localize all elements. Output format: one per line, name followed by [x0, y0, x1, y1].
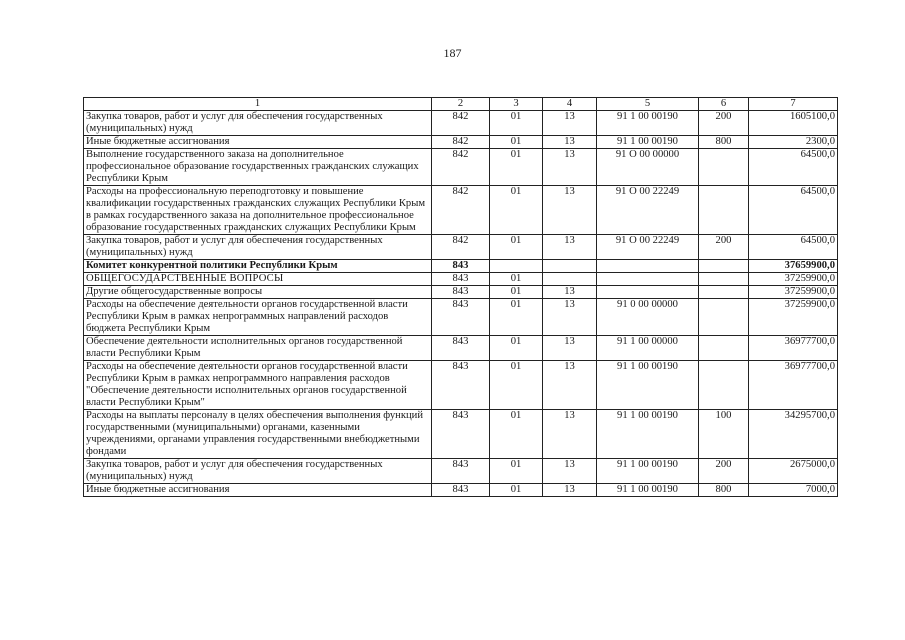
cell-ministry-code: 843 — [432, 273, 490, 286]
cell-item-name: Закупка товаров, работ и услуг для обеспечения государственных (муниципальных) нужд — [84, 235, 432, 260]
cell-section-code: 01 — [490, 361, 543, 410]
cell-subsection-code: 13 — [543, 484, 597, 497]
cell-subsection-code: 13 — [543, 286, 597, 299]
cell-item-name: Другие общегосударственные вопросы — [84, 286, 432, 299]
table-row — [84, 336, 838, 361]
table-row — [84, 149, 838, 186]
cell-ministry-code: 843 — [432, 336, 490, 361]
cell-item-name: Расходы на обеспечение деятельности органов государственной власти Республики Крым в рамках непрограммных направлений расходов бюджета Республики Крым — [84, 299, 432, 336]
budget-table — [83, 97, 838, 497]
cell-amount: 36977700,0 — [749, 361, 838, 410]
cell-expense-type-code — [699, 186, 749, 235]
cell-item-name: Закупка товаров, работ и услуг для обеспечения государственных (муниципальных) нужд — [84, 111, 432, 136]
cell-target-article-code — [597, 273, 699, 286]
cell-section-code — [490, 260, 543, 273]
cell-subsection-code — [543, 273, 597, 286]
cell-amount: 64500,0 — [749, 149, 838, 186]
page-number: 187 — [443, 46, 462, 60]
cell-amount: 2300,0 — [749, 136, 838, 149]
cell-target-article-code: 91 1 00 00190 — [597, 410, 699, 459]
cell-item-name: Расходы на профессиональную переподготовку и повышение квалификации государственных гражданских служащих Республики Крым в рамках государственного заказа на дополнительное профессиональное образование государственных гражданских служащих Республики Крым — [84, 186, 432, 235]
header-cell-7: 7 — [749, 98, 838, 111]
cell-amount: 34295700,0 — [749, 410, 838, 459]
cell-ministry-code: 842 — [432, 235, 490, 260]
cell-item-name: Иные бюджетные ассигнования — [84, 484, 432, 497]
cell-section-code: 01 — [490, 336, 543, 361]
cell-section-code: 01 — [490, 111, 543, 136]
cell-expense-type-code: 800 — [699, 136, 749, 149]
cell-target-article-code: 91 1 00 00190 — [597, 484, 699, 497]
cell-expense-type-code — [699, 361, 749, 410]
cell-target-article-code — [597, 260, 699, 273]
cell-subsection-code: 13 — [543, 299, 597, 336]
table-row — [84, 186, 838, 235]
cell-amount: 37259900,0 — [749, 286, 838, 299]
cell-target-article-code: 91 0 00 00000 — [597, 299, 699, 336]
cell-item-name: Обеспечение деятельности исполнительных органов государственной власти Республики Крым — [84, 336, 432, 361]
cell-section-code: 01 — [490, 286, 543, 299]
header-cell-3: 3 — [490, 98, 543, 111]
cell-subsection-code: 13 — [543, 111, 597, 136]
table-row — [84, 136, 838, 149]
cell-target-article-code: 91 1 00 00190 — [597, 111, 699, 136]
table-body — [84, 111, 838, 497]
cell-ministry-code: 843 — [432, 361, 490, 410]
cell-ministry-code: 843 — [432, 260, 490, 273]
cell-amount: 37259900,0 — [749, 273, 838, 286]
cell-section-code: 01 — [490, 459, 543, 484]
cell-subsection-code: 13 — [543, 235, 597, 260]
cell-amount: 37659900,0 — [749, 260, 838, 273]
cell-expense-type-code — [699, 260, 749, 273]
cell-subsection-code: 13 — [543, 459, 597, 484]
table-row — [84, 484, 838, 497]
table-row — [84, 286, 838, 299]
cell-ministry-code: 842 — [432, 186, 490, 235]
cell-amount: 36977700,0 — [749, 336, 838, 361]
cell-expense-type-code — [699, 299, 749, 336]
cell-ministry-code: 843 — [432, 484, 490, 497]
cell-target-article-code: 91 О 00 22249 — [597, 235, 699, 260]
cell-amount: 64500,0 — [749, 235, 838, 260]
cell-ministry-code: 843 — [432, 286, 490, 299]
cell-subsection-code: 13 — [543, 410, 597, 459]
cell-target-article-code: 91 1 00 00190 — [597, 361, 699, 410]
header-cell-6: 6 — [699, 98, 749, 111]
cell-section-code: 01 — [490, 235, 543, 260]
cell-expense-type-code — [699, 336, 749, 361]
header-cell-5: 5 — [597, 98, 699, 111]
cell-section-code: 01 — [490, 273, 543, 286]
cell-subsection-code: 13 — [543, 186, 597, 235]
cell-ministry-code: 842 — [432, 149, 490, 186]
cell-expense-type-code: 200 — [699, 111, 749, 136]
cell-ministry-code: 842 — [432, 111, 490, 136]
cell-section-code: 01 — [490, 299, 543, 336]
cell-expense-type-code: 800 — [699, 484, 749, 497]
cell-item-name: ОБЩЕГОСУДАРСТВЕННЫЕ ВОПРОСЫ — [84, 273, 432, 286]
cell-amount: 7000,0 — [749, 484, 838, 497]
cell-amount: 37259900,0 — [749, 299, 838, 336]
cell-target-article-code: 91 1 00 00190 — [597, 136, 699, 149]
cell-item-name: Расходы на обеспечение деятельности органов государственной власти Республики Крым в рамках непрограммного направления расходов "Обеспечение деятельности исполнительных органов государственной власти Республики Крым" — [84, 361, 432, 410]
table-row — [84, 361, 838, 410]
cell-ministry-code: 843 — [432, 459, 490, 484]
cell-section-code: 01 — [490, 410, 543, 459]
table-row — [84, 410, 838, 459]
cell-item-name: Выполнение государственного заказа на дополнительное профессиональное образование государственных гражданских служащих Республики Крым — [84, 149, 432, 186]
cell-item-name: Иные бюджетные ассигнования — [84, 136, 432, 149]
table-row — [84, 273, 838, 286]
header-cell-4: 4 — [543, 98, 597, 111]
table-row — [84, 299, 838, 336]
cell-item-name: Расходы на выплаты персоналу в целях обеспечения выполнения функций государственными (муниципальными) органами, казенными учреждениями, органами управления государственными внебюджетными фондами — [84, 410, 432, 459]
cell-amount: 1605100,0 — [749, 111, 838, 136]
cell-target-article-code: 91 О 00 22249 — [597, 186, 699, 235]
cell-target-article-code: 91 О 00 00000 — [597, 149, 699, 186]
cell-ministry-code: 843 — [432, 299, 490, 336]
cell-target-article-code: 91 1 00 00000 — [597, 336, 699, 361]
cell-subsection-code: 13 — [543, 149, 597, 186]
cell-ministry-code: 842 — [432, 136, 490, 149]
table-row — [84, 260, 838, 273]
header-cell-2: 2 — [432, 98, 490, 111]
table-row — [84, 111, 838, 136]
cell-target-article-code: 91 1 00 00190 — [597, 459, 699, 484]
cell-section-code: 01 — [490, 186, 543, 235]
cell-target-article-code — [597, 286, 699, 299]
table-row — [84, 235, 838, 260]
cell-expense-type-code — [699, 286, 749, 299]
cell-amount: 64500,0 — [749, 186, 838, 235]
cell-amount: 2675000,0 — [749, 459, 838, 484]
cell-expense-type-code — [699, 273, 749, 286]
cell-subsection-code: 13 — [543, 361, 597, 410]
cell-ministry-code: 843 — [432, 410, 490, 459]
cell-section-code: 01 — [490, 136, 543, 149]
cell-expense-type-code: 200 — [699, 459, 749, 484]
cell-expense-type-code — [699, 149, 749, 186]
cell-expense-type-code: 100 — [699, 410, 749, 459]
cell-item-name: Комитет конкурентной политики Республики Крым — [84, 260, 432, 273]
table-row — [84, 459, 838, 484]
header-row — [84, 98, 838, 111]
cell-subsection-code — [543, 260, 597, 273]
cell-section-code: 01 — [490, 149, 543, 186]
cell-item-name: Закупка товаров, работ и услуг для обеспечения государственных (муниципальных) нужд — [84, 459, 432, 484]
table-header — [84, 98, 838, 111]
cell-subsection-code: 13 — [543, 336, 597, 361]
cell-section-code: 01 — [490, 484, 543, 497]
header-cell-1: 1 — [84, 98, 432, 111]
cell-expense-type-code: 200 — [699, 235, 749, 260]
cell-subsection-code: 13 — [543, 136, 597, 149]
